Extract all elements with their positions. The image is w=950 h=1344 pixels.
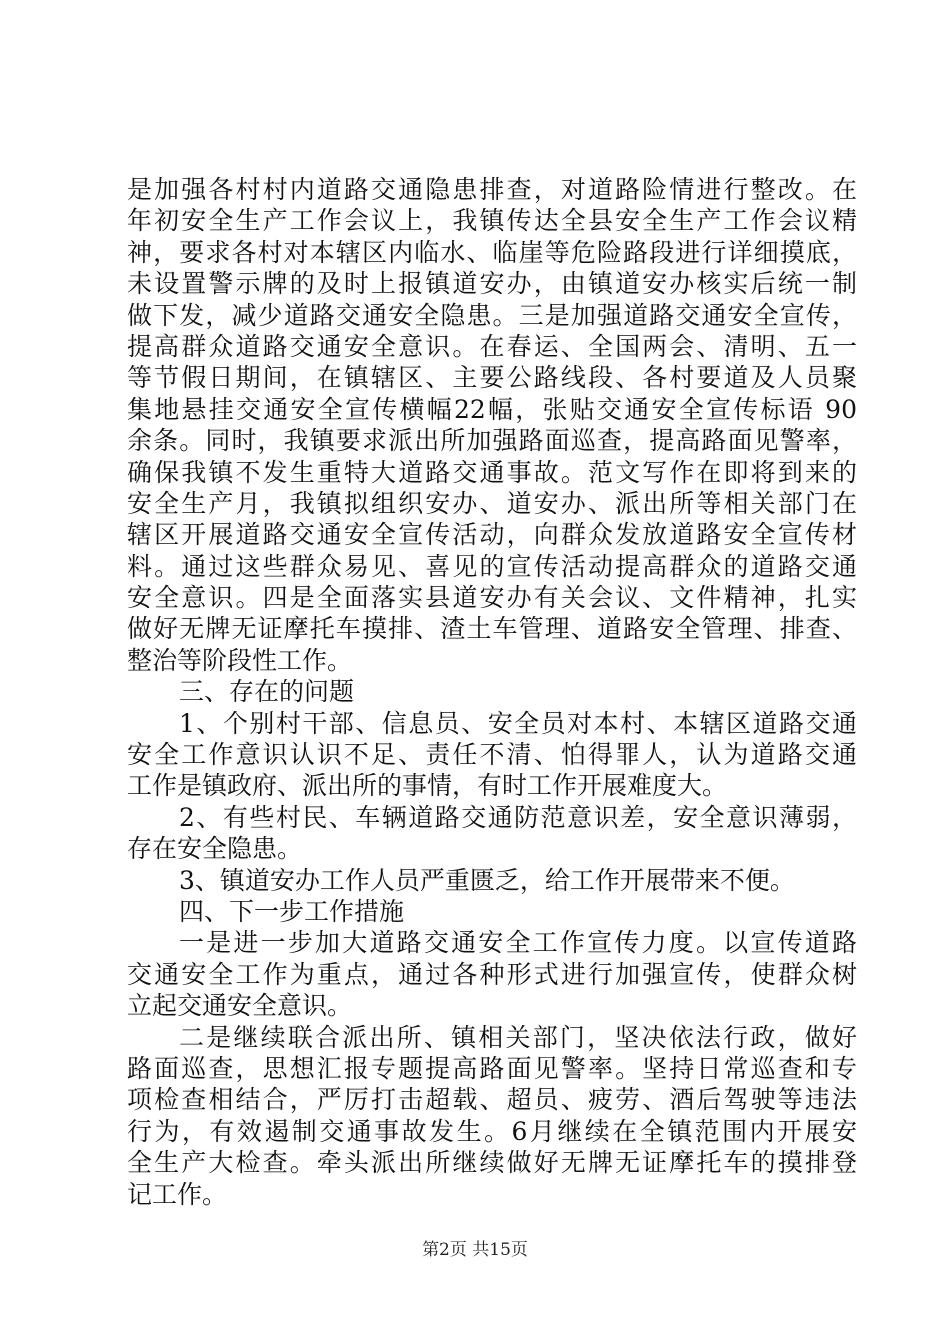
text-line: 料。通过这些群众易见、喜见的宣传活动提高群众的道路交通 xyxy=(127,551,857,581)
text-line: 未设置警示牌的及时上报镇道安办，由镇道安办核实后统一制 xyxy=(127,269,857,299)
text-line: 二是继续联合派出所、镇相关部门，坚决依法行政，做好 xyxy=(179,1022,857,1052)
text-line: 确保我镇不发生重特大道路交通事故。范文写作在即将到来的 xyxy=(127,457,857,487)
text-line: 全生产大检查。牵头派出所继续做好无牌无证摩托车的摸排登 xyxy=(127,1148,857,1178)
text-line: 行为，有效遏制交通事故发生。6月继续在全镇范围内开展安 xyxy=(127,1116,857,1146)
text-line: 余条。同时，我镇要求派出所加强路面巡查，提高路面见警率， xyxy=(127,426,857,456)
text-line: 存在安全隐患。 xyxy=(127,834,303,864)
document-body xyxy=(127,174,857,1210)
text-line: 等节假日期间，在镇辖区、主要公路线段、各村要道及人员聚 xyxy=(127,363,857,393)
text-line: 安全生产月，我镇拟组织安办、道安办、派出所等相关部门在 xyxy=(127,488,857,518)
text-line: 交通安全工作为重点，通过各种形式进行加强宣传，使群众树 xyxy=(127,959,857,989)
text-line: 是加强各村村内道路交通隐患排查，对道路险情进行整改。在 xyxy=(127,175,857,204)
text-line: 一是进一步加大道路交通安全工作宣传力度。以宣传道路 xyxy=(179,928,857,958)
text-line: 1、个别村干部、信息员、安全员对本村、本辖区道路交通 xyxy=(179,708,857,738)
text-line: 立起交通安全意识。 xyxy=(127,991,353,1021)
text-line: 辖区开展道路交通安全宣传活动，向群众发放道路安全宣传材 xyxy=(127,520,857,550)
text-line: 年初安全生产工作会议上，我镇传达全县安全生产工作会议精 xyxy=(127,206,857,236)
page-footer: 第2页 共15页 xyxy=(422,1240,528,1260)
text-line: 工作是镇政府、派出所的事情，有时工作开展难度大。 xyxy=(127,771,728,801)
text-line: 安全意识。四是全面落实县道安办有关会议、文件精神，扎实 xyxy=(127,583,857,613)
text-line: 3、镇道安办工作人员严重匮乏，给工作开展带来不便。 xyxy=(179,865,795,895)
text-line: 三、存在的问题 xyxy=(179,677,355,707)
text-line: 做下发，减少道路交通安全隐患。三是加强道路交通安全宣传， xyxy=(127,300,857,330)
text-line: 做好无牌无证摩托车摸排、渣土车管理、道路安全管理、排查、 xyxy=(127,614,857,644)
text-line: 提高群众道路交通安全意识。在春运、全国两会、清明、五一 xyxy=(127,331,857,361)
text-line: 路面巡查，思想汇报专题提高路面见警率。坚持日常巡查和专 xyxy=(127,1053,857,1083)
text-line: 整治等阶段性工作。 xyxy=(127,645,353,675)
text-line: 神，要求各村对本辖区内临水、临崖等危险路段进行详细摸底， xyxy=(127,237,857,267)
text-line: 四、下一步工作措施 xyxy=(179,896,405,926)
text-line: 2、有些村民、车辆道路交通防范意识差，安全意识薄弱， xyxy=(179,802,857,832)
text-line: 集地悬挂交通安全宣传横幅22幅，张贴交通安全宣传标语 90 xyxy=(127,394,857,424)
text-line: 安全工作意识认识不足、责任不清、怕得罪人，认为道路交通 xyxy=(127,740,857,770)
text-line: 项检查相结合，严厉打击超载、超员、疲劳、酒后驾驶等违法 xyxy=(127,1085,857,1115)
text-line: 记工作。 xyxy=(127,1179,228,1209)
